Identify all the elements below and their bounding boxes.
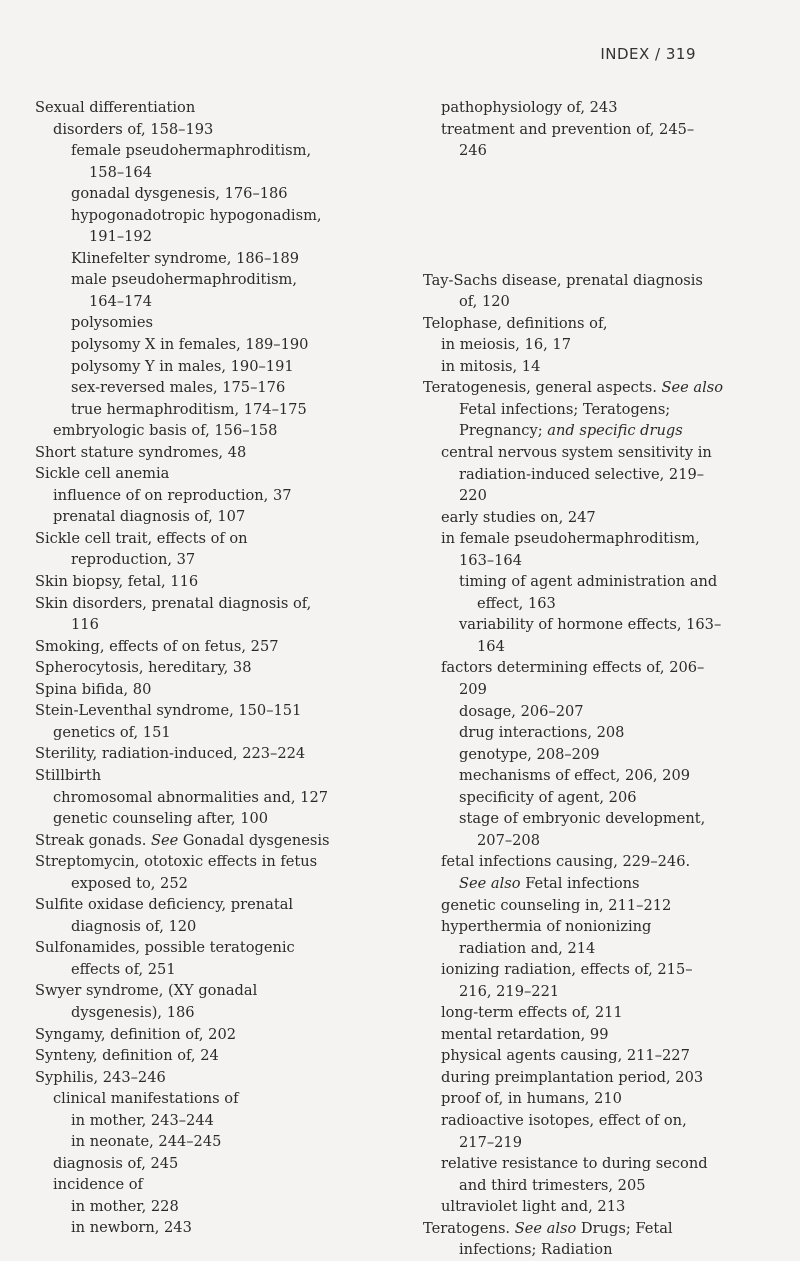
index-entry [35, 1002, 375, 1024]
index-entry [423, 1239, 743, 1261]
entry-text: disorders of, 158–193 [53, 120, 214, 138]
index-entry [423, 657, 743, 679]
index-entry [35, 916, 375, 938]
entry-text: 216, 219–221 [459, 982, 560, 1000]
index-entry [35, 420, 375, 442]
index-entry [35, 312, 375, 334]
entry-text: 163–164 [459, 551, 523, 569]
entry-text: 164 [477, 637, 505, 655]
entry-text: genetic counseling in, 211–212 [441, 896, 672, 914]
index-entry [423, 636, 743, 658]
index-entry [423, 873, 743, 895]
entry-text: effect, 163 [477, 594, 556, 612]
index-entry [35, 442, 375, 464]
entry-text: Smoking, effects of on fetus, 257 [35, 637, 279, 655]
entry-text: diagnosis of, 245 [53, 1154, 179, 1172]
entry-text: Syngamy, definition of, 202 [35, 1025, 237, 1043]
index-entry [423, 140, 743, 162]
index-entry [423, 442, 743, 464]
index-entry [423, 895, 743, 917]
entry-text: Syphilis, 243–246 [35, 1068, 166, 1086]
index-entry [423, 1045, 743, 1067]
index-entry [35, 119, 375, 141]
index-entry [35, 269, 375, 291]
entry-text: stage of embryonic development, [459, 810, 706, 828]
index-entry [423, 679, 743, 701]
index-entry [35, 980, 375, 1002]
index-entry [35, 614, 375, 636]
entry-text: Sterility, radiation-induced, 223–224 [35, 745, 306, 763]
index-entry [423, 550, 743, 572]
index-entry [423, 528, 743, 550]
see-reference: See also [459, 874, 521, 892]
index-entry [423, 1132, 743, 1154]
index-entry [423, 571, 743, 593]
entry-text: 209 [459, 681, 487, 699]
entry-text: female pseudohermaphroditism, [71, 142, 312, 160]
entry-text: ionizing radiation, effects of, 215– [441, 961, 693, 979]
entry-text: dosage, 206–207 [459, 702, 584, 720]
entry-text: in female pseudohermaphroditism, [441, 530, 700, 548]
entry-text: variability of hormone effects, 163– [459, 616, 722, 634]
index-entry [35, 140, 375, 162]
entry-text: Teratogenesis, general aspects. [423, 379, 657, 397]
entry-text: Sexual differentiation [35, 99, 196, 116]
entry-text: Streptomycin, ototoxic effects in fetus [35, 853, 318, 871]
entry-text: reproduction, 37 [71, 551, 196, 569]
index-entry [35, 1088, 375, 1110]
see-reference: and specific drugs [547, 422, 683, 440]
index-entry [423, 399, 743, 421]
see-reference: See [151, 831, 179, 849]
entry-text: Skin biopsy, fetal, 116 [35, 573, 199, 591]
index-entry [423, 593, 743, 615]
index-entry [35, 1217, 375, 1239]
index-entry [423, 851, 743, 873]
index-entry [423, 765, 743, 787]
page-number: 319 [665, 45, 696, 63]
index-entry [35, 1196, 375, 1218]
index-entry [423, 1218, 743, 1240]
index-entry [35, 808, 375, 830]
see-reference: See also [661, 379, 724, 397]
index-entry [423, 808, 743, 830]
entry-text: Fetal infections; Teratogens; [459, 400, 671, 418]
entry-text: 164–174 [89, 292, 153, 310]
index-entry [35, 506, 375, 528]
index-entry [423, 1024, 743, 1046]
entry-text: embryologic basis of, 156–158 [53, 422, 278, 440]
entry-text: treatment and prevention of, 245– [441, 120, 695, 138]
index-entry [35, 183, 375, 205]
index-entry [35, 549, 375, 571]
index-entry [35, 937, 375, 959]
entry-text: Sickle cell anemia [35, 465, 170, 483]
entry-text: Tay-Sachs disease, prenatal diagnosis [423, 271, 703, 289]
entry-text: polysomy X in females, 189–190 [71, 336, 309, 354]
index-entry [423, 507, 743, 529]
entry-text: gonadal dysgenesis, 176–186 [71, 185, 288, 203]
entry-text: genetics of, 151 [53, 723, 171, 741]
index-entry [35, 894, 375, 916]
index-entry [423, 291, 743, 313]
index-entry [423, 334, 743, 356]
entry-text: influence of on reproduction, 37 [53, 486, 292, 504]
entry-text: of, 120 [459, 293, 510, 311]
entry-text: Sulfite oxidase deficiency, prenatal [35, 896, 294, 914]
index-entry [423, 916, 743, 938]
entry-text: hyperthermia of nonionizing [441, 918, 652, 936]
index-entry [35, 97, 375, 119]
index-entry [35, 571, 375, 593]
index-entry [423, 420, 743, 442]
index-entry [423, 830, 743, 852]
entry-text: clinical manifestations of [53, 1090, 239, 1108]
entry-text: infections; Radiation [459, 1241, 613, 1259]
header-separator: / [649, 45, 666, 63]
index-entry [423, 1067, 743, 1089]
index-entry [35, 399, 375, 421]
header-label: INDEX [600, 45, 650, 63]
index-entry [35, 162, 375, 184]
entry-text: Spina bifida, 80 [35, 680, 152, 698]
index-entry [423, 959, 743, 981]
index-entry [35, 1131, 375, 1153]
index-column-left [35, 97, 375, 1239]
index-entry [35, 873, 375, 895]
entry-text: proof of, in humans, 210 [441, 1090, 622, 1108]
entry-text: drug interactions, 208 [459, 724, 625, 742]
index-entry [423, 938, 743, 960]
index-entry [35, 787, 375, 809]
index-entry [35, 959, 375, 981]
entry-text: sex-reversed males, 175–176 [71, 379, 286, 397]
entry-text: Telophase, definitions of, [423, 314, 608, 332]
running-header [600, 45, 696, 63]
entry-text: early studies on, 247 [441, 508, 596, 526]
entry-text: 191–192 [89, 228, 153, 246]
index-entry [35, 593, 375, 615]
index-entry [423, 614, 743, 636]
index-entry [35, 743, 375, 765]
index-entry [35, 679, 375, 701]
entry-text: Spherocytosis, hereditary, 38 [35, 659, 252, 677]
entry-text: Streak gonads. [35, 831, 147, 849]
index-entry [35, 377, 375, 399]
index-entry [423, 1175, 743, 1197]
entry-text: chromosomal abnormalities and, 127 [53, 788, 329, 806]
entry-text: Teratogens. [423, 1219, 511, 1237]
entry-text: polysomy Y in males, 190–191 [71, 357, 294, 375]
entry-text: relative resistance to during second [441, 1155, 708, 1173]
entry-text: ultraviolet light and, 213 [441, 1198, 626, 1216]
entry-text: mental retardation, 99 [441, 1025, 609, 1043]
entry-text: long-term effects of, 211 [441, 1004, 623, 1022]
index-entry [35, 657, 375, 679]
index-entry [35, 1067, 375, 1089]
index-entry [35, 291, 375, 313]
entry-text: Short stature syndromes, 48 [35, 443, 247, 461]
index-entry [423, 981, 743, 1003]
index-entry [35, 334, 375, 356]
entry-text: 116 [71, 616, 99, 634]
entry-text: genetic counseling after, 100 [53, 810, 269, 828]
entry-text: in newborn, 243 [71, 1219, 192, 1237]
see-reference: See also [514, 1219, 577, 1237]
index-entry [423, 1110, 743, 1132]
cross-reference-target: Gonadal dysgenesis [182, 831, 330, 849]
entry-text: Sulfonamides, possible teratogenic [35, 939, 295, 957]
entry-text: hypogonadotropic hypogonadism, [71, 206, 322, 224]
entry-text: in mother, 243–244 [71, 1111, 214, 1129]
index-entry [35, 528, 375, 550]
entry-text: in mitosis, 14 [441, 357, 541, 375]
entry-text: fetal infections causing, 229–246. [441, 853, 691, 871]
entry-text: timing of agent administration and [459, 573, 718, 591]
index-entry [423, 744, 743, 766]
cross-reference-target: Fetal infections [525, 874, 640, 892]
entry-text: true hermaphroditism, 174–175 [71, 400, 307, 418]
entry-text: and third trimesters, 205 [459, 1176, 646, 1194]
index-entry [423, 356, 743, 378]
index-entry [35, 356, 375, 378]
index-entry [35, 851, 375, 873]
entry-text: in neonate, 244–245 [71, 1133, 222, 1151]
index-entry [35, 1153, 375, 1175]
entry-text: radiation-induced selective, 219– [459, 465, 705, 483]
entry-text: 220 [459, 487, 487, 505]
entry-text: Stein-Leventhal syndrome, 150–151 [35, 702, 302, 720]
index-entry [423, 1088, 743, 1110]
index-entry [35, 765, 375, 787]
index-entry [423, 464, 743, 486]
index-entry [35, 485, 375, 507]
entry-text: polysomies [71, 314, 153, 332]
entry-text: Skin disorders, prenatal diagnosis of, [35, 594, 312, 612]
t-entries [423, 270, 743, 1261]
entry-text: Stillbirth [35, 766, 102, 784]
entry-text: specificity of agent, 206 [459, 788, 637, 806]
column-gap [423, 162, 743, 270]
index-entry [423, 97, 743, 119]
entry-text: factors determining effects of, 206– [441, 659, 705, 677]
entry-text: Swyer syndrome, (XY gonadal [35, 982, 258, 1000]
index-entry [423, 722, 743, 744]
entry-text: central nervous system sensitivity in [441, 444, 712, 462]
entry-text: diagnosis of, 120 [71, 917, 197, 935]
entry-text: exposed to, 252 [71, 874, 188, 892]
entry-text: 207–208 [477, 831, 541, 849]
entry-text: prenatal diagnosis of, 107 [53, 508, 246, 526]
index-entry [35, 1024, 375, 1046]
entry-text: 246 [459, 142, 487, 160]
entry-text: Sickle cell trait, effects of on [35, 529, 248, 547]
entry-text: male pseudohermaphroditism, [71, 271, 298, 289]
entry-text: incidence of [53, 1176, 143, 1194]
index-entry [35, 830, 375, 852]
entry-text: effects of, 251 [71, 960, 176, 978]
index-entry [423, 701, 743, 723]
index-entry [35, 248, 375, 270]
entry-text: 158–164 [89, 163, 153, 181]
entry-text: in meiosis, 16, 17 [441, 336, 571, 354]
index-entry [35, 226, 375, 248]
index-entry [35, 1174, 375, 1196]
index-entry [423, 1002, 743, 1024]
index-entry [423, 787, 743, 809]
index-entry [35, 1110, 375, 1132]
index-entry [35, 722, 375, 744]
index-entry [35, 636, 375, 658]
index-entry [35, 205, 375, 227]
entry-text: Synteny, definition of, 24 [35, 1047, 219, 1065]
entry-text: radiation and, 214 [459, 939, 596, 957]
entry-text: in mother, 228 [71, 1197, 179, 1215]
index-entry [423, 1153, 743, 1175]
index-column-right [423, 97, 743, 1261]
index-entry [35, 463, 375, 485]
continued-entries [423, 97, 743, 162]
entry-text: Pregnancy; [459, 422, 543, 440]
index-entry [423, 270, 743, 292]
cross-reference-target: Drugs; Fetal [580, 1219, 673, 1237]
index-entry [423, 119, 743, 141]
index-entry [423, 313, 743, 335]
index-entry [423, 1196, 743, 1218]
index-entry [423, 485, 743, 507]
index-entry [35, 1045, 375, 1067]
entry-text: Klinefelter syndrome, 186–189 [71, 249, 300, 267]
entry-text: during preimplantation period, 203 [441, 1068, 704, 1086]
index-entry [35, 700, 375, 722]
entry-text: 217–219 [459, 1133, 523, 1151]
entry-text: radioactive isotopes, effect of on, [441, 1111, 687, 1129]
entry-text: pathophysiology of, 243 [441, 99, 618, 116]
entry-text: genotype, 208–209 [459, 745, 600, 763]
index-entry [423, 377, 743, 399]
entry-text: mechanisms of effect, 206, 209 [459, 767, 691, 785]
entry-text: dysgenesis), 186 [71, 1003, 195, 1021]
entry-text: physical agents causing, 211–227 [441, 1047, 690, 1065]
